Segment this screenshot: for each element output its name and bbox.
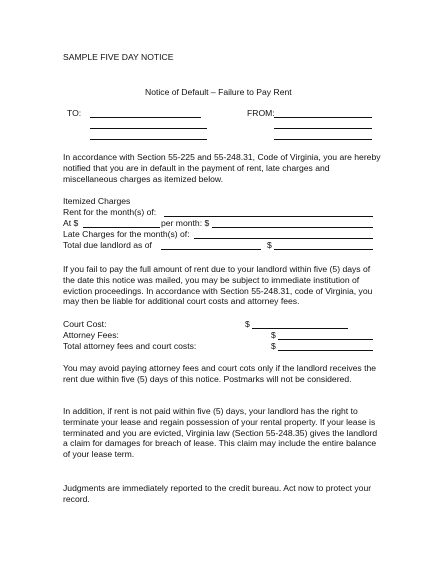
paragraph-credit-bureau: Judgments are immediately reported to the credit bureau. Act now to protect your record.: [63, 483, 372, 504]
at-label: At $: [63, 218, 79, 228]
document-header: SAMPLE FIVE DAY NOTICE: [63, 52, 174, 62]
to-line-2: [90, 128, 207, 129]
court-cost-label: Court Cost:: [63, 319, 107, 329]
to-label: TO:: [67, 108, 82, 118]
to-line-1: [90, 117, 201, 118]
from-line-1: [274, 117, 372, 118]
total-costs-line: [278, 350, 373, 351]
per-month-line: [212, 227, 373, 228]
attorney-fees-label: Attorney Fees:: [63, 330, 119, 340]
from-label: FROM:: [247, 108, 275, 118]
paragraph-avoid-fees: You may avoid paying attorney fees and court cots only if the landlord receives the rent due within five (5) days of this notice. Postmarks will not be considered.: [63, 363, 377, 384]
rent-months-label: Rent for the month(s) of:: [63, 207, 157, 217]
from-line-3: [274, 139, 372, 140]
total-due-date-line: [161, 249, 261, 250]
itemized-heading: Itemized Charges: [63, 196, 131, 206]
late-charges-line: [194, 238, 373, 239]
total-costs-label: Total attorney fees and court costs:: [63, 341, 197, 351]
court-cost-line: [252, 328, 348, 329]
total-due-amount-line: [274, 249, 373, 250]
per-month-label: per month: $: [161, 218, 210, 228]
document-title: Notice of Default – Failure to Pay Rent: [145, 87, 292, 97]
total-due-label: Total due landlord as of: [63, 240, 152, 250]
total-costs-dollar: $: [271, 341, 276, 351]
court-cost-dollar: $: [245, 319, 250, 329]
attorney-fees-dollar: $: [271, 330, 276, 340]
at-amount-line: [83, 227, 160, 228]
paragraph-eviction-warning: If you fail to pay the full amount of rent due to your landlord within five (5) days of the date this notice was mailed, you may be subject to immediate institution of eviction proceedings. In accordance with Section 55-248.31, code of Virginia, you may then be liable for additional court costs and attorney fees.: [63, 264, 373, 307]
rent-months-line: [164, 216, 373, 217]
to-line-3: [90, 139, 207, 140]
paragraph-lease-termination: In addition, if rent is not paid within five (5) days, your landlord has the right to terminate your lease and regain possession of your rental property. If your lease is terminated and you are evicted, Virginia law (Section 55-248.35) gives the landlord a claim for damages for breach of lease. This claim may include the entire balance of your lease term.: [63, 406, 378, 460]
attorney-fees-line: [278, 339, 373, 340]
from-line-2: [274, 128, 372, 129]
total-due-dollar: $: [267, 240, 272, 250]
paragraph-default-notice: In accordance with Section 55-225 and 55-248.31, Code of Virginia, you are hereby notified that you are in default in the payment of rent, late charges and miscellaneous charges as itemized below.: [63, 152, 381, 184]
late-charges-label: Late Charges for the month(s) of:: [63, 229, 190, 239]
